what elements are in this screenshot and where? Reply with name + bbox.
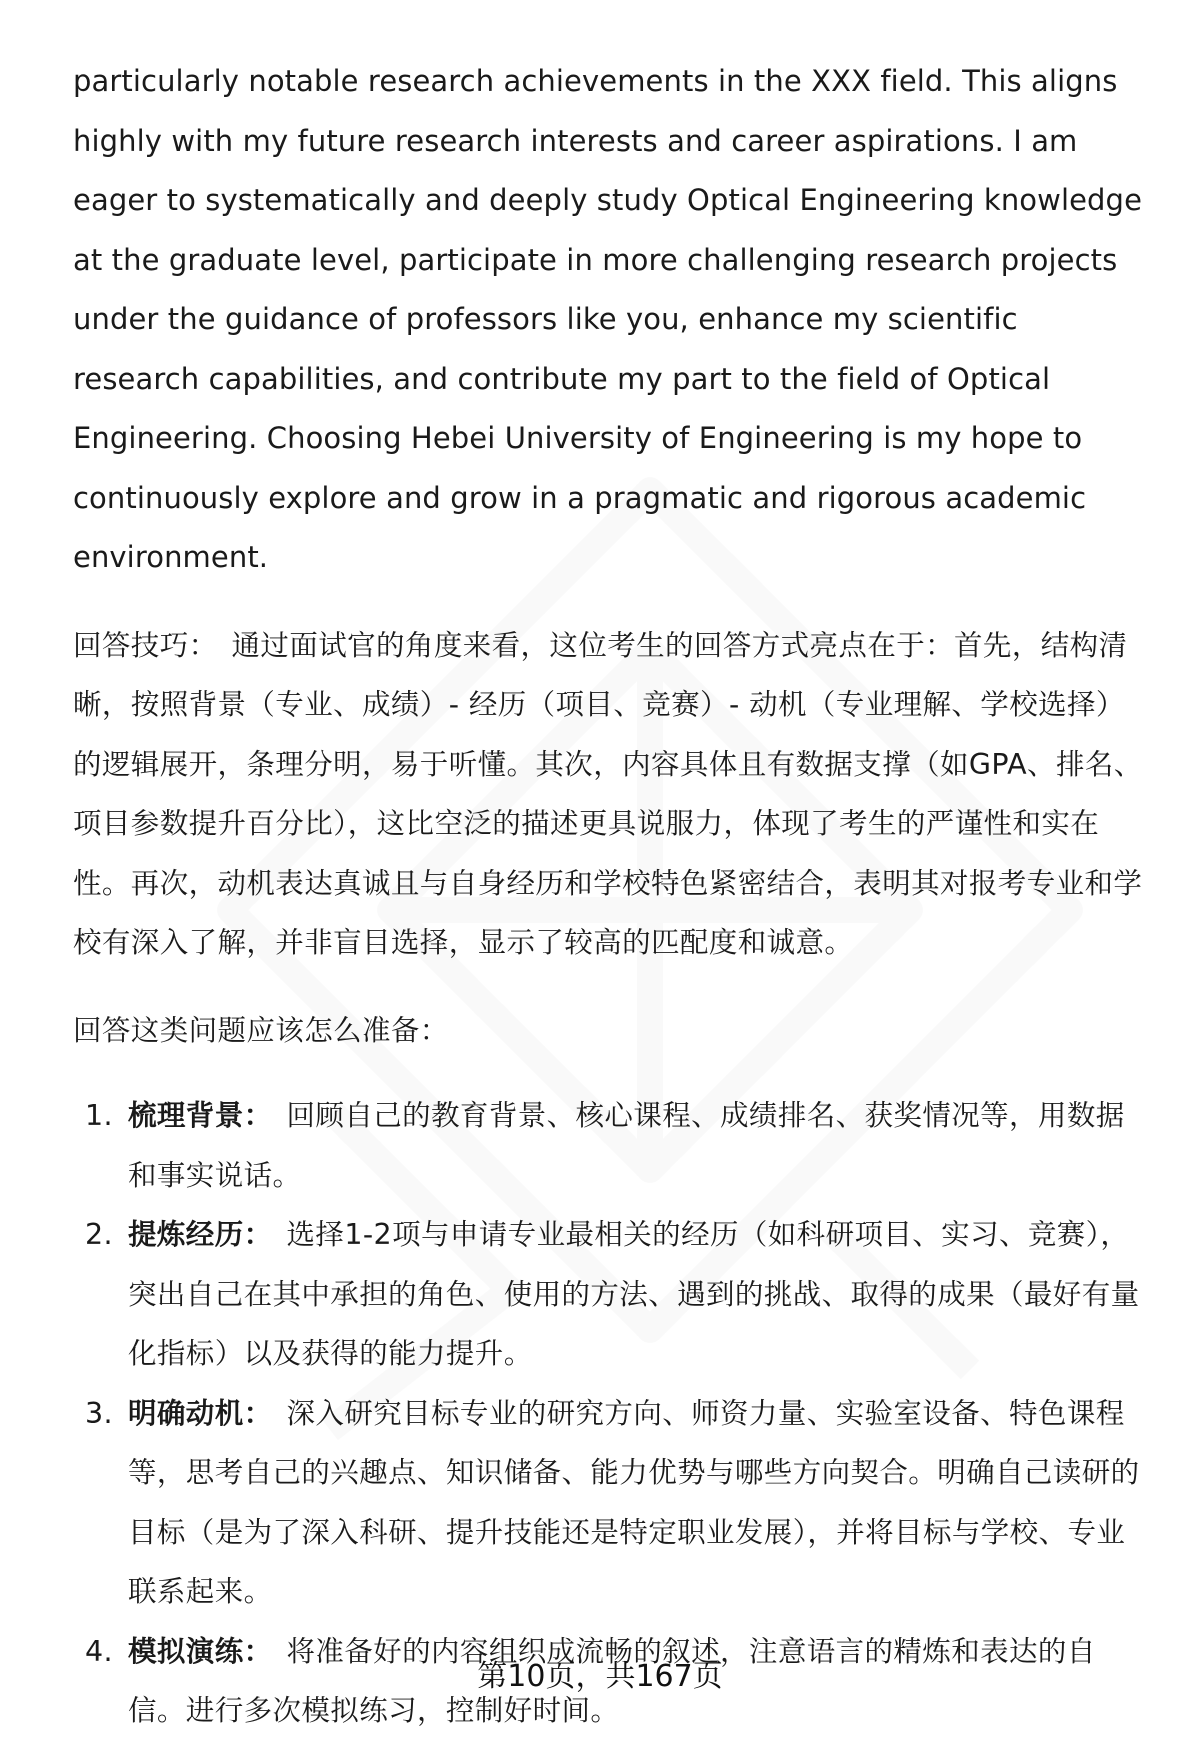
list-item-title: 梳理背景： — [128, 1099, 273, 1132]
list-item — [73, 1205, 1153, 1384]
list-item-title: 提炼经历： — [128, 1218, 273, 1251]
list-item-number: 4. — [85, 1634, 113, 1668]
intro-paragraph: particularly notable research achievements in the XXX field. This aligns highly with my future research interests and career aspirations. I am eager to systematically and deeply study Optical Engineering knowledge at the graduate level, participate in more challenging research projects under the guidance of professors like you, enhance my scientific research capabilities, and contribute my part to the field of Optical Engineering. Choosing Hebei University of Engineering is my hope to continuously explore and grow in a pragmatic and rigorous academic environment. — [73, 64, 1143, 574]
list-item-number: 1. — [85, 1099, 113, 1132]
list-item-number: 2. — [85, 1218, 113, 1251]
tips-label: 回答技巧： — [73, 628, 218, 662]
list-item-title: 明确动机： — [128, 1396, 273, 1430]
page-number-footer: 第10页，共167页 — [477, 1659, 723, 1694]
list-item — [73, 1384, 1153, 1622]
prep-steps-list — [73, 1086, 1153, 1741]
list-item — [73, 1086, 1153, 1205]
list-item-text: 深入研究目标专业的研究方向、师资力量、实验室设备、特色课程等，思考自己的兴趣点、知识储备、能力优势与哪些方向契合。明确自己读研的目标（是为了深入科研、提升技能还是特定职业发展），并将目标与学校、专业联系起来。 — [128, 1396, 1140, 1608]
document-page — [73, 52, 1153, 1741]
list-item-text: 回顾自己的教育背景、核心课程、成绩排名、获奖情况等，用数据和事实说话。 — [128, 1099, 1125, 1192]
prep-heading: 回答这类问题应该怎么准备： — [73, 1013, 449, 1047]
list-item-title: 模拟演练： — [128, 1634, 273, 1668]
list-item-number: 3. — [85, 1396, 113, 1430]
tips-text: 通过面试官的角度来看，这位考生的回答方式亮点在于：首先，结构清晰，按照背景（专业、成绩）- 经历（项目、竞赛）- 动机（专业理解、学校选择）的逻辑展开，条理分明，易于听懂。其次，内容具体且有数据支撑（如GPA、排名、项目参数提升百分比），这比空泛的描述更具说服力，体现了考生的严谨性和实在性。再次，动机表达真诚且与自身经历和学校特色紧密结合，表明其对报考专业和学校有深入了解，并非盲目选择，显示了较高的匹配度和诚意。 — [73, 628, 1143, 959]
list-item-text: 将准备好的内容组织成流畅的叙述，注意语言的精炼和表达的自信。进行多次模拟练习，控制好时间。 — [128, 1634, 1096, 1727]
list-item-text: 选择1-2项与申请专业最相关的经历（如科研项目、实习、竞赛），突出自己在其中承担的角色、使用的方法、遇到的挑战、取得的成果（最好有量化指标）以及获得的能力提升。 — [128, 1218, 1140, 1370]
tips-paragraph — [73, 616, 1153, 973]
